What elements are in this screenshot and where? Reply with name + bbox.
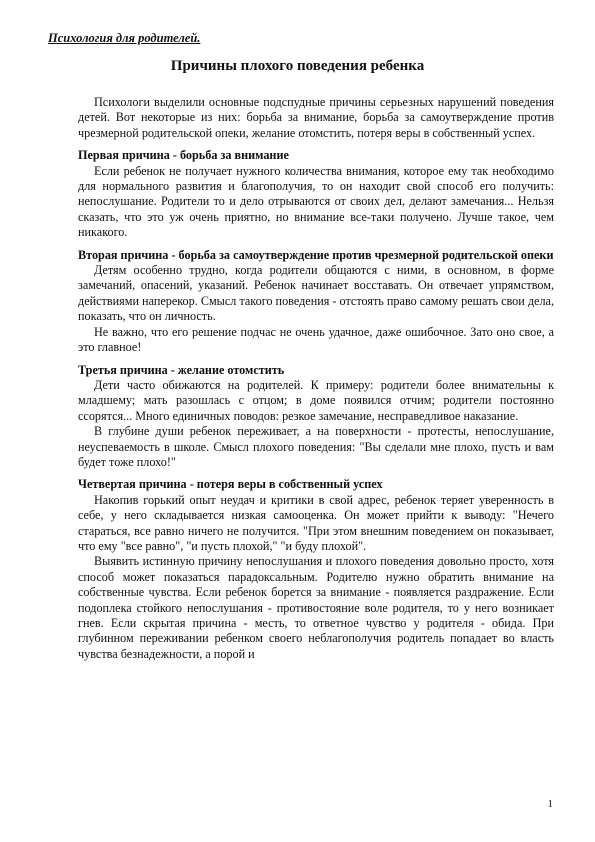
section-1-heading: Первая причина - борьба за внимание <box>78 148 289 163</box>
section-4-paragraph-2: Выявить истинную причину непослушания и плохого поведения довольно просто, хотя способ может показаться парадоксальным. Родителю нужно обратить внимание на собственные чувства. Если ребенок борется за внимание - появляется раздражение. Если подоплека стойкого непослушания - противостояние воле родителя, то у него возникает гнев. Если скрытая причина - месть, то ответное чувство у родителя - обида. При глубинном переживании ребенком своего неблагополучия родитель попадает во власть чувства безнадежности, а порой и <box>78 554 554 661</box>
intro-paragraph: Психологи выделили основные подспудные причины серьезных нарушений поведения детей. Вот некоторые из них: борьба за внимание, борьба за самоутверждение против чрезмерной родительской опеки, желание отомстить, потеря веры в собственный успех. <box>78 95 554 140</box>
page-number: 1 <box>547 798 553 810</box>
document-body <box>78 95 554 662</box>
section-3-paragraph-2: В глубине души ребенок переживает, а на поверхности - протесты, непослушание, неуспеваемость в школе. Смысл плохого поведения: "Вы сделали мне плохо, пусть и вам будет тоже плохо!" <box>78 424 554 469</box>
section-4-heading: Четвертая причина - потеря веры в собственный успех <box>78 477 383 492</box>
section-3-heading: Третья причина - желание отомстить <box>78 362 285 377</box>
section-2-paragraph-1: Детям особенно трудно, когда родители общаются с ними, в основном, в форме замечаний, опасений, указаний. Ребенок начинает восставать. Он отвечает упрямством, действиями наперекор. Смысл такого поведения - отстоять право самому решать свои дела, показать, что он личность. <box>78 263 554 324</box>
section-2-heading: Вторая причина - борьба за самоутверждение против чрезмерной родительской опеки <box>78 247 554 262</box>
section-2-paragraph-2: Не важно, что его решение подчас не очень удачное, даже ошибочное. Зато оно свое, а это главное! <box>78 324 554 355</box>
document-title: Причины плохого поведения ребенка <box>170 58 425 74</box>
page-header: Психология для родителей. <box>48 31 201 45</box>
section-3-paragraph-1: Дети часто обижаются на родителей. К примеру: родители более внимательны к младшему; мать разошлась с отцом; в доме появился отчим; родители постоянно ссорятся... Много единичных поводов: резкое замечание, несправедливое наказание. <box>78 377 554 423</box>
section-1-paragraph-1: Если ребенок не получает нужного количества внимания, которое ему так необходимо для нормального развития и благополучия, то он находит свой способ его получить: непослушание. Родители то и дело отрываются от своих дел, делают замечания... Нельзя сказать, что это уж очень приятно, но внимание все-таки получено. Лучше такое, чем никакого. <box>78 163 554 240</box>
section-4-paragraph-1: Накопив горький опыт неудач и критики в свой адрес, ребенок теряет уверенность в себе, у него складывается низкая самооценка. Он может прийти к выводу: "Нечего стараться, все равно ничего не получится. "При этом внешним поведением он показывает, что ему "все равно", "и пусть плохой," "и буду плохой". <box>78 492 554 553</box>
